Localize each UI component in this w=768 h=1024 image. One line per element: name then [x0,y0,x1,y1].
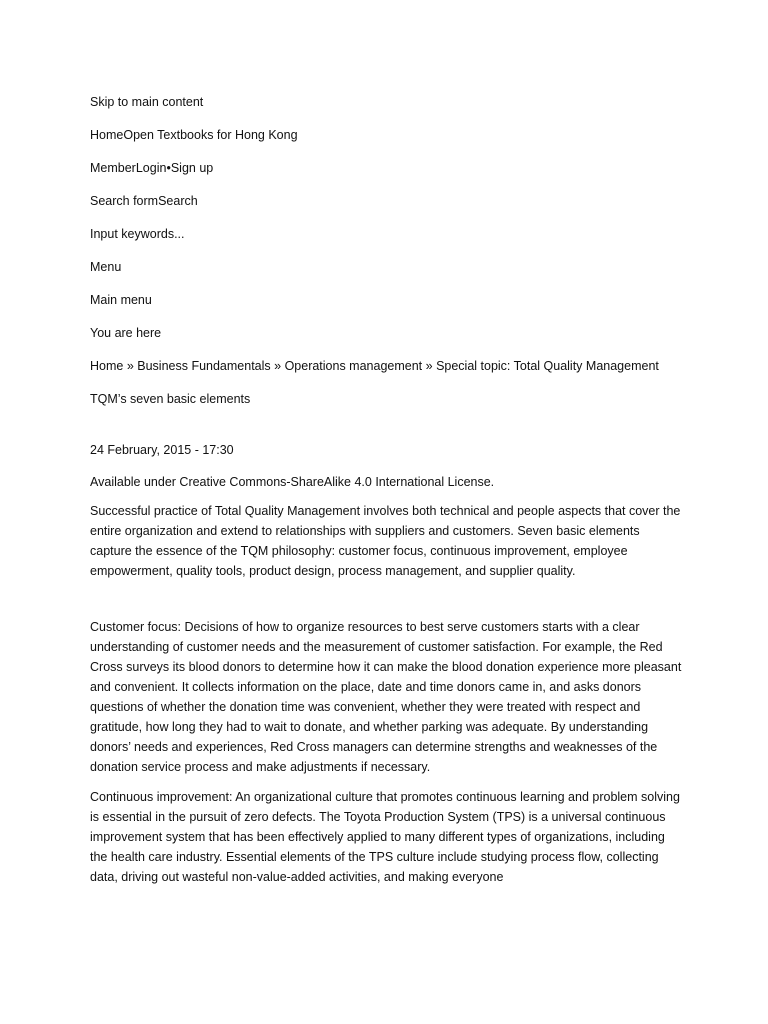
site-header-row [90,126,682,144]
login-link[interactable]: Login [135,161,167,175]
article-paragraph-customer-focus: Customer focus: Decisions of how to organize resources to best serve customers starts with a clear understanding of customer needs and the measurement of customer satisfaction. For example, the Red Cross surveys its blood donors to determine how it can make the blood donation experience more pleasant and convenient. It collects information on the place, date and time donors came in, and asks donors questions of whether the donation time was convenient, whether they were treated with respect and gratitude, how long they had to wait to donate, and whether parking was adequate. By understanding donors’ needs and experiences, Red Cross managers can determine strengths and weaknesses of the donation service process and make adjustments if necessary. [90,620,682,774]
search-input-row [90,225,682,243]
site-name-link[interactable]: Open Textbooks for Hong Kong [123,128,298,142]
breadcrumb-item-operations-management[interactable]: Operations management [284,359,423,373]
post-date: 24 February, 2015 - 17:30 [90,443,234,457]
skip-link-row [90,93,682,111]
home-link[interactable]: Home [90,128,124,142]
main-menu-heading: Main menu [90,293,152,307]
license-row [90,473,682,491]
you-are-here-label: You are here [90,326,162,340]
page-content [90,93,682,897]
menu-toggle[interactable]: Menu [90,260,122,274]
page-title: TQM’s seven basic elements [90,392,251,406]
search-form-row [90,192,682,210]
paragraph-spacer [90,591,682,617]
page-title-row [90,390,682,408]
main-menu-row [90,291,682,309]
member-separator: • [166,161,171,175]
signup-link[interactable]: Sign up [170,161,214,175]
article-paragraph-intro: Successful practice of Total Quality Management involves both technical and people aspects that cover the entire organization and extend to relationships with suppliers and customers. Seven basic elements capture the essence of the TQM philosophy: customer focus, continuous improvement, employee empowerment, quality tools, product design, process management, and supplier quality. [90,504,681,578]
title-spacer [90,408,682,441]
breadcrumb-item-current: Special topic: Total Quality Management [436,359,659,373]
search-button[interactable]: Search [158,194,198,208]
post-date-row [90,441,682,459]
breadcrumb [90,357,682,375]
you-are-here-row [90,324,682,342]
breadcrumb-separator: » [123,359,138,373]
search-input[interactable]: Input keywords... [90,227,185,241]
breadcrumb-item-business-fundamentals[interactable]: Business Fundamentals [137,359,271,373]
breadcrumb-separator: » [422,359,437,373]
search-form-label: Search form [90,194,159,208]
article-paragraph-continuous-improvement: Continuous improvement: An organizational culture that promotes continuous learning and problem solving is essential in the pursuit of zero defects. The Toyota Production System (TPS) is a universal continuous improvement system that has been effectively applied to many different types of organizations, including the health care industry. Essential elements of the TPS culture include studying process flow, collecting data, driving out wasteful non-value-added activities, and making everyone [90,790,680,884]
license-notice: Available under Creative Commons-ShareAlike 4.0 International License. [90,475,495,489]
breadcrumb-separator: » [270,359,285,373]
menu-row [90,258,682,276]
breadcrumb-item-home[interactable]: Home [90,359,124,373]
member-label: Member [90,161,136,175]
skip-to-main-content-link[interactable]: Skip to main content [90,95,204,109]
member-row [90,159,682,177]
